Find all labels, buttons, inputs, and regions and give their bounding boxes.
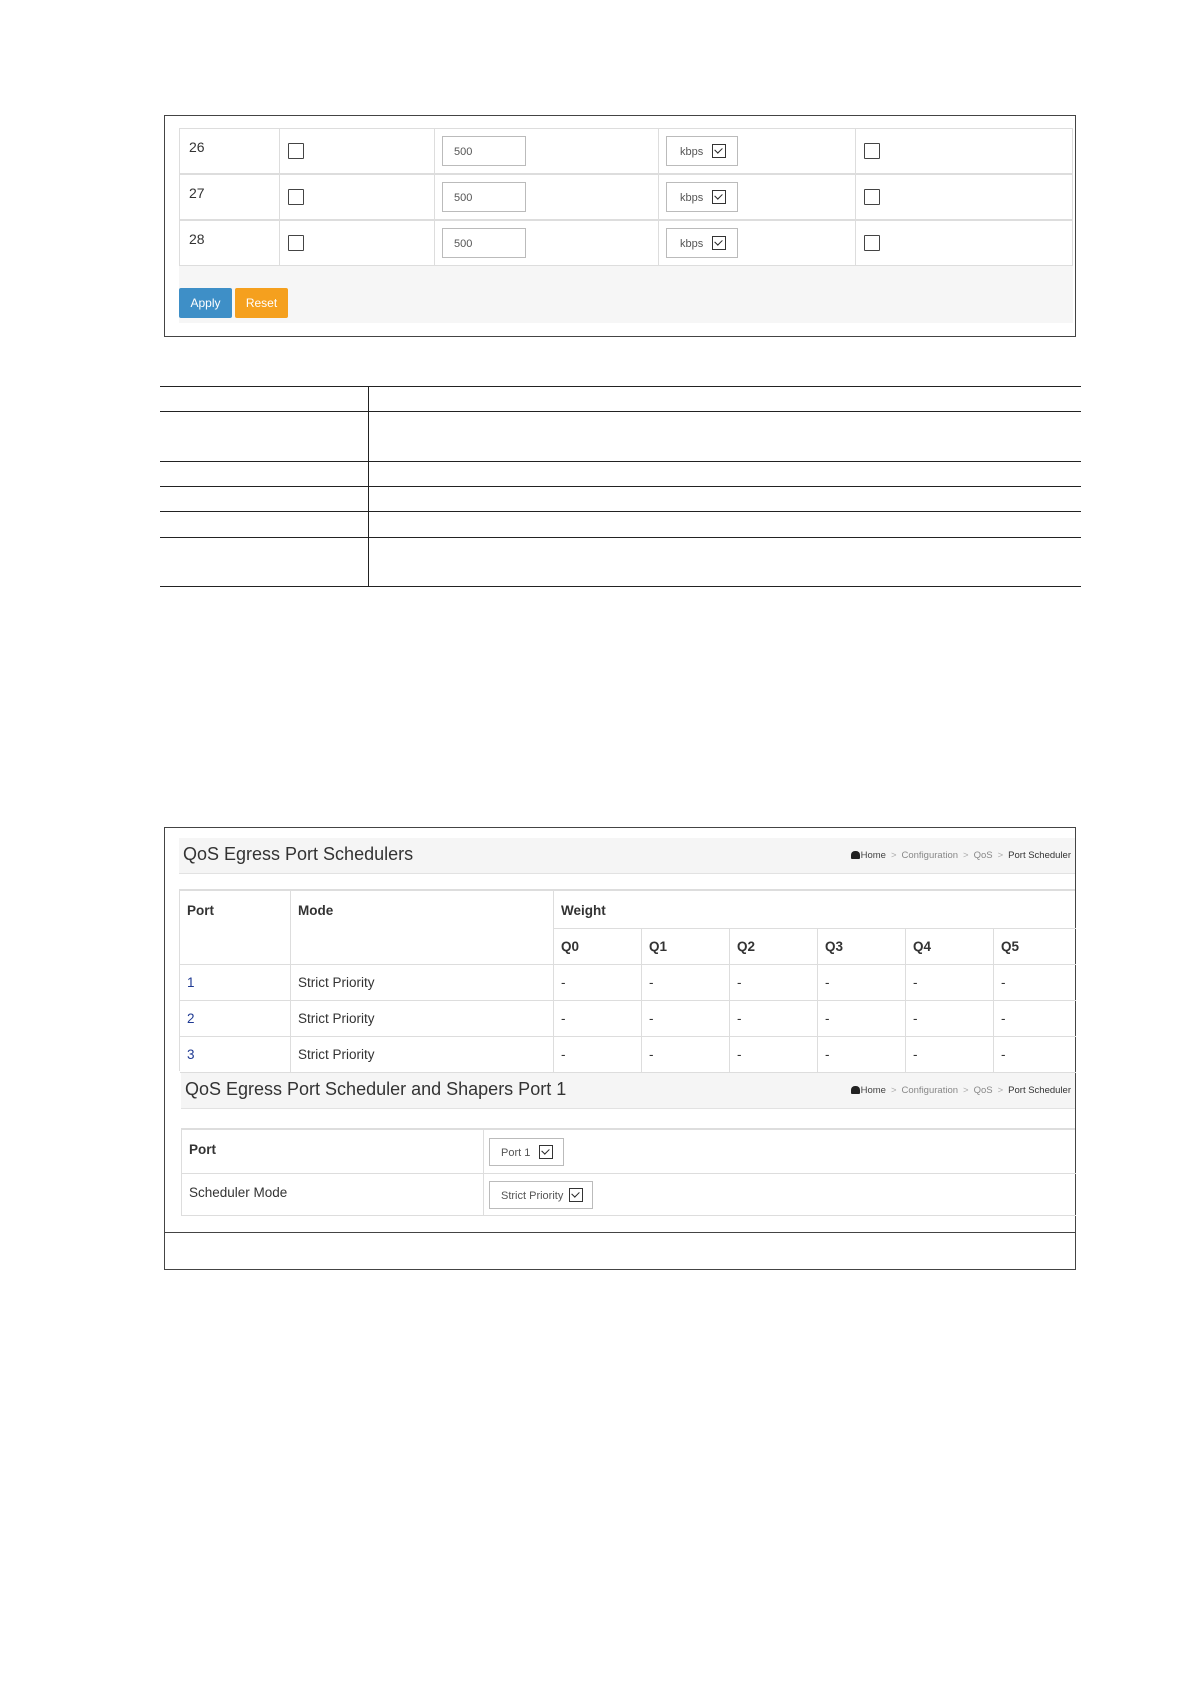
port-number: 26 [189, 139, 205, 155]
table-rule [160, 486, 1081, 487]
rate-input[interactable]: 500 [442, 182, 526, 212]
weight-value: - [649, 975, 654, 990]
chevron-down-icon [712, 144, 726, 158]
enable-checkbox[interactable] [288, 189, 304, 205]
schedulers-header [179, 838, 1075, 874]
table-rule [160, 511, 1081, 512]
chevron-down-icon [569, 1188, 583, 1202]
weight-value: - [1001, 975, 1006, 990]
weight-value: - [825, 975, 830, 990]
weight-value: - [737, 975, 742, 990]
column-header-q1: Q1 [649, 939, 668, 954]
port-label: Port [189, 1142, 216, 1157]
column-header-mode: Mode [298, 903, 334, 918]
table-row [179, 174, 1073, 220]
weight-value: - [825, 1047, 830, 1062]
excess-checkbox[interactable] [864, 235, 880, 251]
breadcrumb [851, 1085, 1071, 1096]
page-title: QoS Egress Port Scheduler and Shapers Port 1 [185, 1079, 567, 1099]
weight-value: - [913, 1047, 918, 1062]
unit-select[interactable] [666, 182, 738, 212]
mode-value: Strict Priority [298, 975, 375, 990]
breadcrumb-separator: > [997, 850, 1004, 861]
port-number: 28 [189, 231, 205, 247]
port-link[interactable]: 2 [187, 1011, 195, 1026]
weight-value: - [649, 1011, 654, 1026]
shaper-config-figure [164, 115, 1076, 337]
enable-checkbox[interactable] [288, 235, 304, 251]
home-icon [851, 851, 860, 859]
breadcrumb-home[interactable]: Home [860, 850, 886, 861]
table-row [179, 128, 1073, 174]
scheduler-figure [164, 827, 1076, 1270]
breadcrumb-separator: > [997, 1085, 1004, 1096]
unit-select-value: kbps [680, 238, 704, 250]
port-select[interactable] [489, 1138, 564, 1166]
shapers-header [181, 1073, 1075, 1109]
weight-value: - [913, 1011, 918, 1026]
description-table [160, 386, 1081, 588]
breadcrumb-item[interactable]: Configuration [901, 1085, 959, 1096]
unit-select[interactable] [666, 228, 738, 258]
table-rule [160, 411, 1081, 412]
home-icon [851, 1086, 860, 1094]
breadcrumb-separator: > [963, 1085, 969, 1096]
port-select-value: Port 1 [501, 1147, 531, 1159]
column-header-q3: Q3 [825, 939, 844, 954]
port-number: 27 [189, 185, 205, 201]
weight-value: - [913, 975, 918, 990]
breadcrumb-item[interactable]: QoS [973, 850, 993, 861]
port-settings-table [181, 1128, 1075, 1216]
mode-value: Strict Priority [298, 1047, 375, 1062]
scheduler-mode-value: Strict Priority [501, 1190, 564, 1202]
figure-divider [165, 1232, 1075, 1233]
column-header-weight: Weight [561, 903, 606, 918]
column-header-q4: Q4 [913, 939, 932, 954]
enable-checkbox[interactable] [288, 143, 304, 159]
breadcrumb-separator: > [890, 1085, 897, 1096]
scheduler-mode-label: Scheduler Mode [189, 1185, 288, 1200]
weight-value: - [649, 1047, 654, 1062]
column-header-q5: Q5 [1001, 939, 1020, 954]
chevron-down-icon [712, 236, 726, 250]
breadcrumb-separator: > [963, 850, 969, 861]
unit-select-value: kbps [680, 192, 704, 204]
weight-value: - [561, 975, 566, 990]
port-link[interactable]: 3 [187, 1047, 195, 1062]
breadcrumb-home[interactable]: Home [860, 1085, 886, 1096]
table-row [179, 220, 1073, 266]
scheduler-table [179, 889, 1075, 1071]
breadcrumb-item[interactable]: QoS [973, 1085, 993, 1096]
chevron-down-icon [539, 1145, 553, 1159]
weight-value: - [1001, 1047, 1006, 1062]
rate-input[interactable]: 500 [442, 136, 526, 166]
weight-value: - [1001, 1011, 1006, 1026]
weight-value: - [737, 1047, 742, 1062]
breadcrumb-current: Port Scheduler [1008, 1085, 1071, 1096]
breadcrumb-item[interactable]: Configuration [901, 850, 959, 861]
rate-input[interactable]: 500 [442, 228, 526, 258]
unit-select-value: kbps [680, 146, 704, 158]
column-header-port: Port [187, 903, 214, 918]
weight-value: - [737, 1011, 742, 1026]
table-rule [160, 537, 1081, 538]
chevron-down-icon [712, 190, 726, 204]
excess-checkbox[interactable] [864, 189, 880, 205]
weight-value: - [561, 1011, 566, 1026]
apply-button[interactable]: Apply [179, 288, 232, 318]
weight-value: - [825, 1011, 830, 1026]
excess-checkbox[interactable] [864, 143, 880, 159]
unit-select[interactable] [666, 136, 738, 166]
table-rule [160, 461, 1081, 462]
column-header-q2: Q2 [737, 939, 756, 954]
port-link[interactable]: 1 [187, 975, 195, 990]
breadcrumb-separator: > [890, 850, 897, 861]
breadcrumb-current: Port Scheduler [1008, 850, 1071, 861]
reset-button[interactable]: Reset [235, 288, 288, 318]
mode-value: Strict Priority [298, 1011, 375, 1026]
page-title: QoS Egress Port Schedulers [183, 844, 414, 864]
table-rule [160, 586, 1081, 587]
table-rule [160, 386, 1081, 387]
scheduler-mode-select[interactable] [489, 1181, 593, 1209]
weight-value: - [561, 1047, 566, 1062]
breadcrumb [851, 850, 1071, 861]
column-header-q0: Q0 [561, 939, 580, 954]
table-divider [368, 386, 369, 586]
